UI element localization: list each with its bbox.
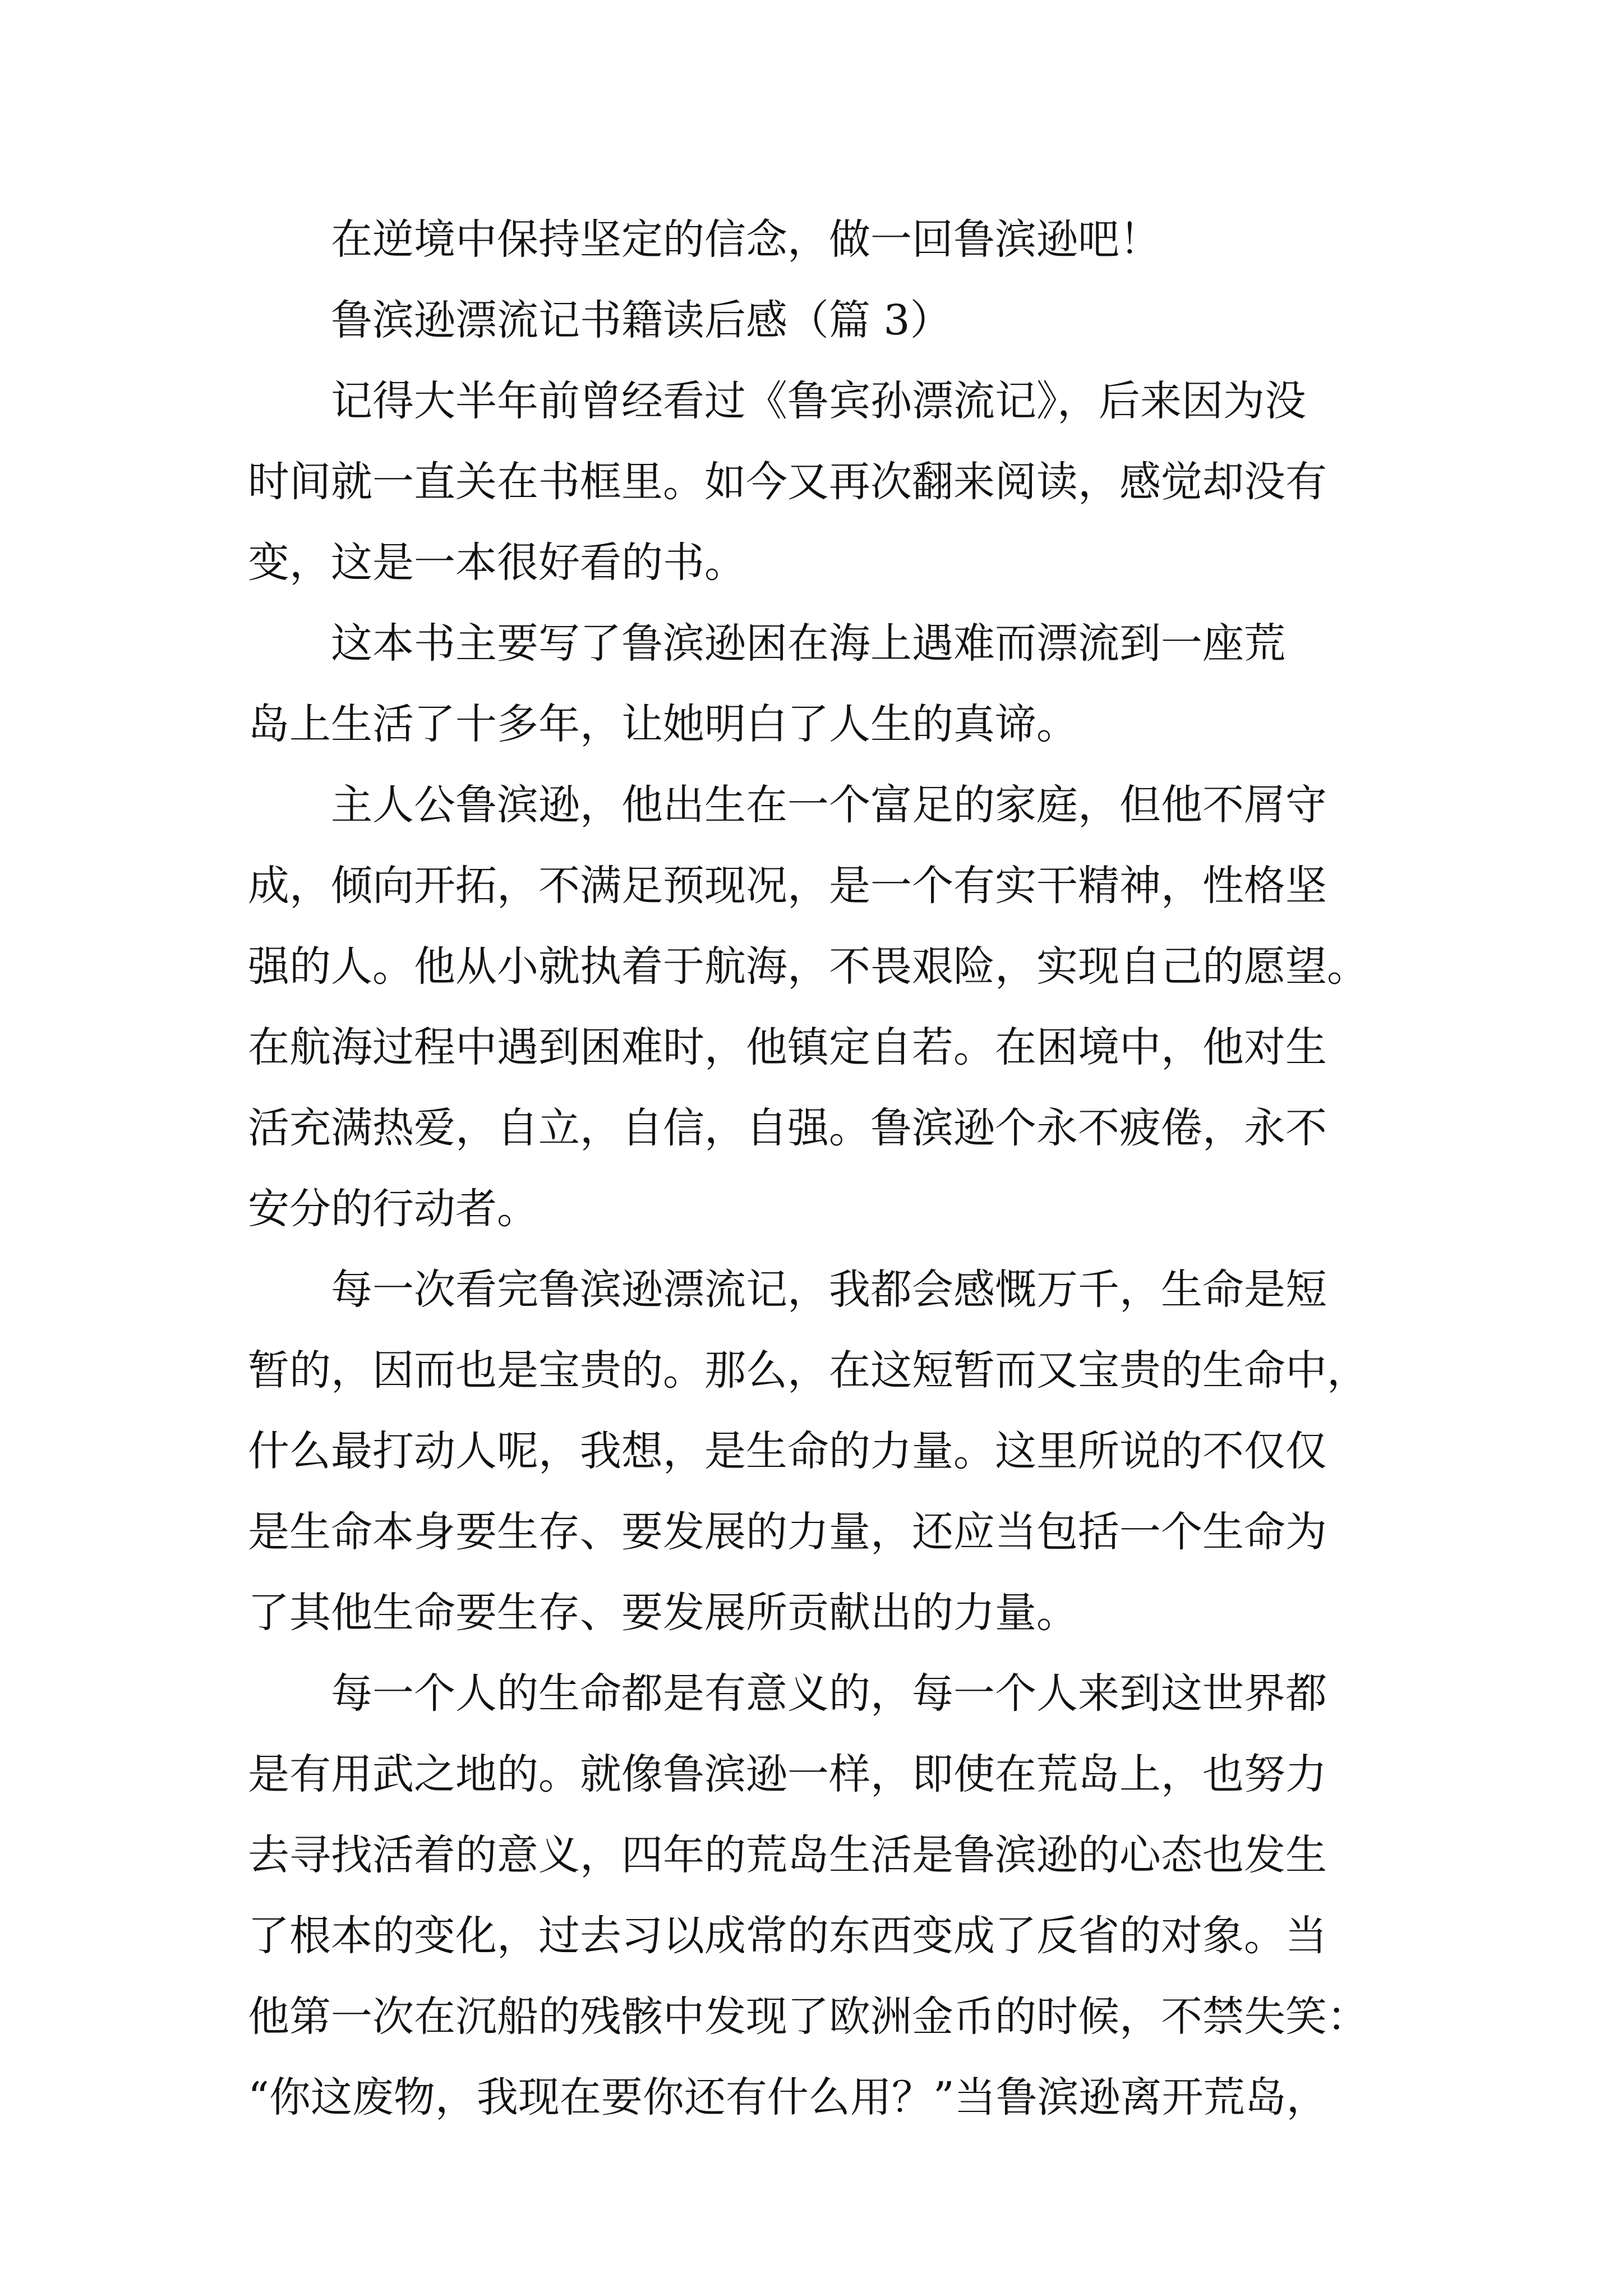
text-line: 是有用武之地的。就像鲁滨逊一样，即使在荒岛上，也努力 xyxy=(248,1750,1327,1798)
text-line: 什么最打动人呢，我想，是生命的力量。这里所说的不仅仅 xyxy=(248,1427,1327,1475)
section-heading: 鲁滨逊漂流记书籍读后感（篇 3） xyxy=(331,296,952,344)
text-line: 在逆境中保持坚定的信念，做一回鲁滨逊吧！ xyxy=(331,215,1161,264)
text-line: 时间就一直关在书框里。如今又再次翻来阅读，感觉却没有 xyxy=(248,458,1327,506)
text-line: 暂的，因而也是宝贵的。那么，在这短暂而又宝贵的生命中， xyxy=(248,1346,1368,1395)
text-line: 成，倾向开拓，不满足预现况，是一个有实干精神，性格坚 xyxy=(248,862,1327,910)
text-line: 活充满热爱，自立，自信，自强。鲁滨逊个永不疲倦，永不 xyxy=(248,1104,1327,1152)
text-line: 记得大半年前曾经看过《鲁宾孙漂流记》，后来因为没 xyxy=(331,377,1306,425)
text-line: 了其他生命要生存、要发展所贡献出的力量。 xyxy=(248,1589,1078,1637)
text-line: 安分的行动者。 xyxy=(248,1185,538,1233)
text-line: 每一个人的生命都是有意义的，每一个人来到这世界都 xyxy=(331,1669,1327,1718)
document-body xyxy=(248,199,1375,2138)
text-line: 去寻找活着的意义，四年的荒岛生活是鲁滨逊的心态也发生 xyxy=(248,1831,1327,1879)
text-line: 是生命本身要生存、要发展的力量，还应当包括一个生命为 xyxy=(248,1508,1327,1556)
text-line: 岛上生活了十多年，让她明白了人生的真谛。 xyxy=(248,700,1078,748)
text-line: 每一次看完鲁滨逊漂流记，我都会感慨万千，生命是短 xyxy=(331,1266,1327,1314)
text-line: 强的人。他从小就执着于航海，不畏艰险，实现自己的愿望。 xyxy=(248,942,1368,991)
text-line: “你这废物，我现在要你还有什么用？”当鲁滨逊离开荒岛， xyxy=(248,2073,1328,2122)
text-line: 变，这是一本很好看的书。 xyxy=(248,539,746,587)
text-line: 主人公鲁滨逊，他出生在一个富足的家庭，但他不屑守 xyxy=(331,781,1327,829)
text-line: 他第一次在沉船的残骸中发现了欧洲金币的时候，不禁失笑： xyxy=(248,1993,1368,2041)
text-line: 在航海过程中遇到困难时，他镇定自若。在困境中，他对生 xyxy=(248,1023,1327,1071)
text-line: 了根本的变化，过去习以成常的东西变成了反省的对象。当 xyxy=(248,1912,1327,1960)
text-line: 这本书主要写了鲁滨逊困在海上遇难而漂流到一座荒 xyxy=(331,619,1285,668)
